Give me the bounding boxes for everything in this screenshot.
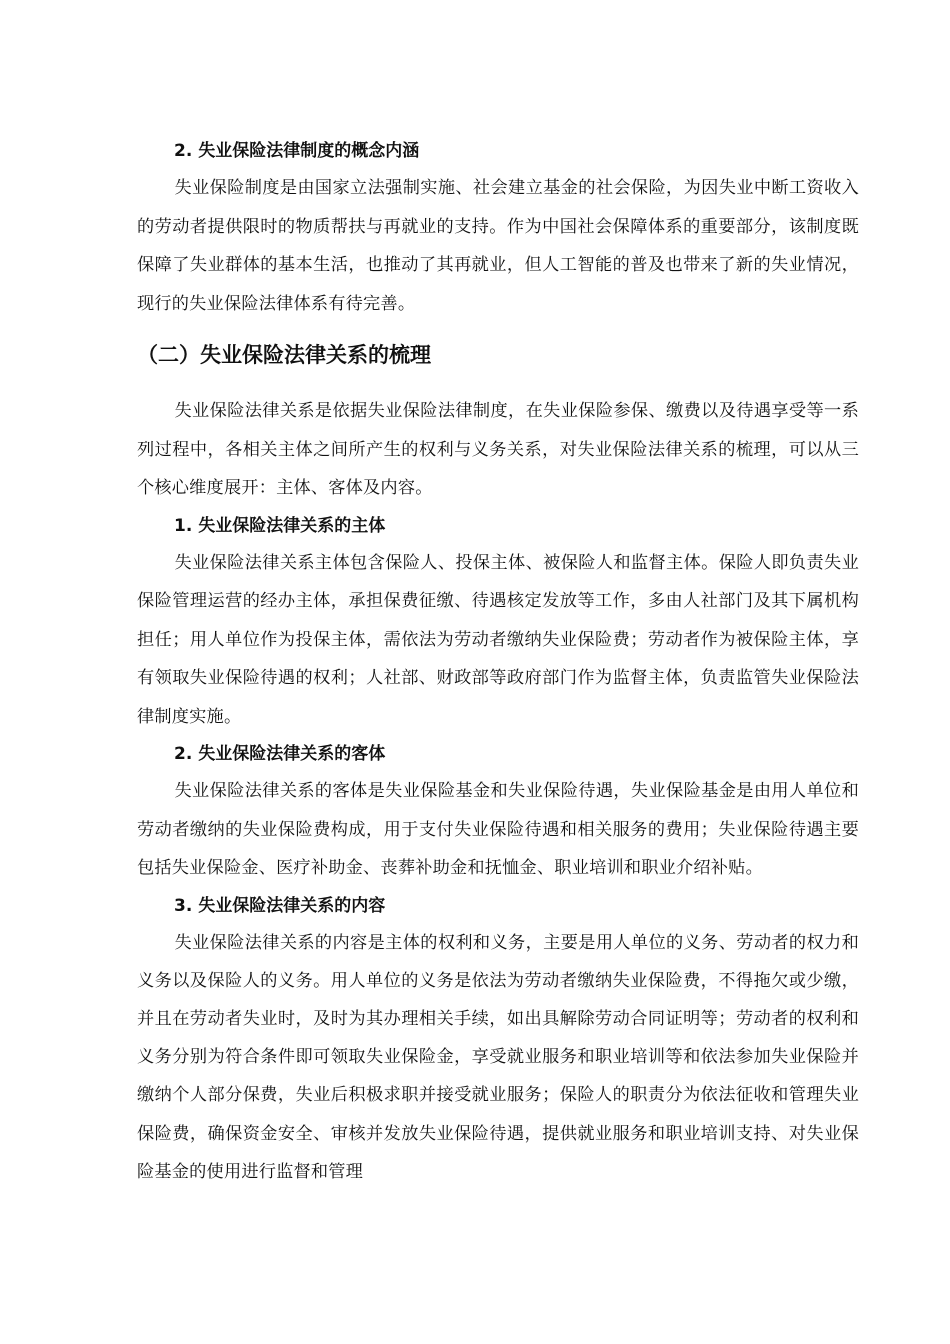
section-heading-legal-relations: （二）失业保险法律关系的梳理: [137, 343, 431, 367]
paragraph-content: 失业保险法律关系的内容是主体的权利和义务，主要是用人单位的义务、劳动者的权力和义务以及保险人的义务。用人单位的义务是依法为劳动者缴纳失业保险费，不得拖欠或少缴，并且在劳动者失业时，及时为其办理相关手续，如出具解除劳动合同证明等；劳动者的权利和义务分别为符合条件即可领取失业保险金，享受就业服务和职业培训等和依法参加失业保险并缴纳个人部分保费，失业后积极求职并接受就业服务；保险人的职责分为依法征收和管理失业保险费，确保资金安全、审核并发放失业保险待遇，提供就业服务和职业培训支持、对失业保险基金的使用进行监督和管理: [137, 932, 859, 1182]
document-body: [137, 133, 859, 1191]
paragraph-object: 失业保险法律关系的客体是失业保险基金和失业保险待遇，失业保险基金是由用人单位和劳动者缴纳的失业保险费构成，用于支付失业保险待遇和相关服务的费用；失业保险待遇主要包括失业保险金、医疗补助金、丧葬补助金和抚恤金、职业培训和职业介绍补贴。: [137, 781, 859, 878]
section-heading-concept: 2. 失业保险法律制度的概念内涵: [174, 141, 420, 161]
paragraph-legal-relations: 失业保险法律关系是依据失业保险法律制度，在失业保险参保、缴费以及待遇享受等一系列过程中，各相关主体之间所产生的权利与义务关系，对失业保险法律关系的梳理，可以从三个核心维度展开：主体、客体及内容。: [137, 401, 859, 498]
section-heading-object: 2. 失业保险法律关系的客体: [174, 744, 386, 764]
paragraph-concept: 失业保险制度是由国家立法强制实施、社会建立基金的社会保险，为因失业中断工资收入的劳动者提供限时的物质帮扶与再就业的支持。作为中国社会保障体系的重要部分，该制度既保障了失业群体的基本生活，也推动了其再就业，但人工智能的普及也带来了新的失业情况，现行的失业保险法律体系有待完善。: [137, 178, 859, 314]
paragraph-subject: 失业保险法律关系主体包含保险人、投保主体、被保险人和监督主体。保险人即负责失业保险管理运营的经办主体，承担保费征缴、待遇核定发放等工作，多由人社部门及其下属机构担任；用人单位作为投保主体，需依法为劳动者缴纳失业保险费；劳动者作为被保险主体，享有领取失业保险待遇的权利；人社部、财政部等政府部门作为监督主体，负责监管失业保险法律制度实施。: [137, 552, 859, 727]
section-heading-subject: 1. 失业保险法律关系的主体: [174, 515, 386, 536]
section-heading-content: 3. 失业保险法律关系的内容: [174, 895, 386, 916]
